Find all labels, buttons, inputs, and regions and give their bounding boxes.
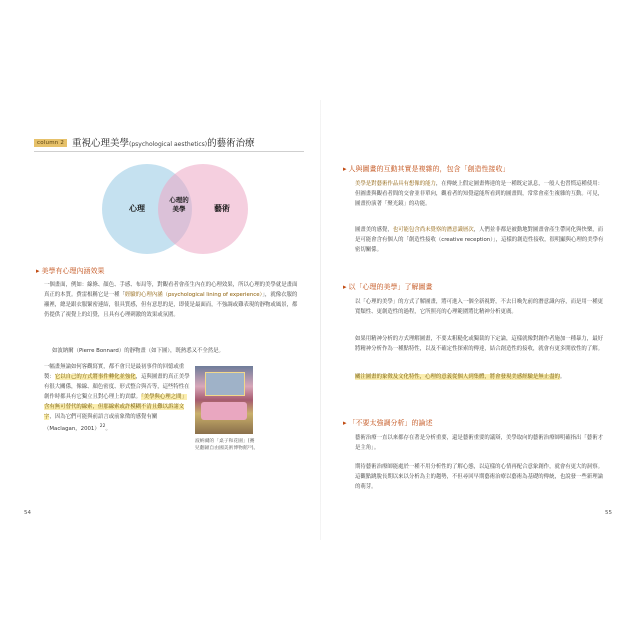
book-spread — [22, 100, 618, 540]
venn-label-right: 藝術 — [214, 204, 230, 213]
image-caption: 波納爾的「桌子和花園」(賽兒翻穎自由國美術博物館²³)。 — [195, 439, 259, 451]
left-page — [22, 100, 320, 540]
page-number-right: 55 — [605, 510, 612, 516]
section-heading — [343, 164, 510, 174]
paragraph-text: ，人們並非都是被動地對圖畫會產生帶同化與快樂，而是可能會含有個人的「創造性接收（creative reception）」，這樣的創造性接收，很明顯與心理的美學有密切關係。 — [355, 227, 604, 253]
right-page — [321, 100, 618, 540]
paragraph-text: 。 — [559, 374, 566, 380]
paragraph-text: ，這與圖畫的真正美學有很大關係，像線、顏色密度、形式整合與否等，這些特性在創作時都具有它獨立且對心理上的貢獻。 — [44, 374, 190, 400]
bullet-icon: ▸ — [343, 419, 347, 427]
highlight-text: 經驗的心理內涵（psychological lining of experience） — [124, 292, 263, 298]
bullet-icon: ▸ — [36, 267, 40, 275]
section-heading — [343, 282, 433, 292]
title-english: (psychological aesthetics) — [129, 141, 208, 148]
bonnard-painting-image — [195, 366, 253, 434]
painting-window — [205, 372, 245, 396]
section-heading — [36, 266, 105, 276]
paragraph — [355, 179, 607, 209]
highlight-text: 美學是對藝術作品具有想像的能力 — [355, 181, 436, 187]
highlight-text: 它以自己的方式將事件轉化並強化 — [54, 374, 136, 380]
column-tag: column 2 — [34, 139, 67, 147]
paragraph: 如果用精神分析的方式理解圖畫，不要太粗糙化或獨裁的下定論，這樣就像對創作者施加一種暴力，最好將精神分析作為一種點特性，以及不確定性探索的傳達，結合創造性的接收，就會有更多開放性的了解。 — [355, 336, 603, 352]
highlight-text: 也可能包含尚未覺察的潛意識層次 — [392, 227, 474, 233]
title-rule — [34, 151, 304, 152]
paragraph-text: 」，就像衣服的襯裡，總是跟衣服緊密連結，很具質感，但有意思的是，即使是最面而，不強調或雞表現的靜物或風景，都仍提供了視覺上的幻覺，且具有心理刺激的效果或氛圍。 — [44, 292, 298, 318]
painting-table — [201, 402, 247, 420]
paragraph: 如波納爾（Pierre Bonnard）的靜物畫（如下圖），既熱悉又不全然是。 — [52, 348, 224, 354]
paragraph-text: 一個畫面，例如：線條、顏色、手感、布局等，對觀看者會產生內在的心理效果，所以心理的美學就是畫面真正的本質。費雷根稱它是一種「 — [44, 282, 298, 298]
paragraph — [355, 225, 607, 255]
highlight-text: 「美學與心理之間」含有無可替代的線索，但那線索或許模糊不清且難以訴諸文字 — [44, 394, 187, 420]
paragraph: 藝術治療一直以來都存在著是分析重要，還是藝術重要的議辯，美學取向的藝術治療師明確指出「藝術才是主角」。 — [355, 435, 603, 451]
section-heading-text: 人與圖畫的互動其實是複雜的，包含「創造性接收」 — [348, 165, 510, 173]
highlight-text: 心理的意義從個人到集體，將會發現美感經驗是無止盡的 — [425, 374, 560, 380]
paragraph-text: 圖畫美的感覺， — [355, 227, 393, 233]
page-number-left: 54 — [24, 510, 31, 516]
paragraph-text: 。 — [105, 425, 111, 432]
footnote-ref: 22 — [99, 424, 106, 429]
bullet-icon: ▸ — [343, 165, 347, 173]
venn-label-middle — [165, 196, 193, 214]
paragraph-text: 一幅畫無論如何客觀寫實，都不會只是最初事件的回憶或重製： — [44, 364, 185, 380]
paragraph — [44, 280, 302, 320]
paragraph-text: ，因為它們可能與前語言或前象徵的感覺有關（Maclagan，2001） — [44, 414, 158, 432]
paragraph — [44, 362, 192, 434]
paragraph-text: ，在傳統上假定圖畫傳達的是一種既定訊息，一般人也習慣這種使用：但圖畫與觀看者間的交會並非單向，觀看者的知覺還能所看到的圖畫間，常常會產生複雜的互動。可見，圖畫扮演著「聚光鏡」的功能。 — [355, 181, 603, 207]
paragraph — [355, 372, 607, 382]
venn-label-left: 心理 — [129, 204, 145, 213]
section-heading-text: 美學有心理內涵效果 — [41, 267, 105, 275]
title-tail: 的藝術治療 — [207, 138, 255, 149]
venn-middle-line1: 心理的 — [169, 196, 189, 204]
section-heading — [343, 418, 433, 428]
section-heading-text: 「不要太強調分析」的論述 — [348, 419, 433, 427]
highlight-text: 關注圖畫的象徵及文化特性， — [355, 374, 426, 380]
paragraph: 以「心理的美學」的方式了解圖畫，將可進入一個全新視野，不去日喚先前的潛意識內容，而是用一種更寬類性、更創造性的過程，它所照亮的心理範圍將比精神分析更廣。 — [355, 299, 603, 315]
bullet-icon: ▸ — [343, 283, 347, 291]
paragraph: 期待藝術治療師能處於一種不用分析性的了解心態，以這樣的心情再配合意象創作，就會有更大的洞察。這觀點跳脫長期以來以分析為主的趨勢，不但尋回早期藝術治療以藝術為基礎的傳統，也說發一些新理論的萌芽。 — [355, 464, 603, 490]
title-main: 重視心理美學 — [72, 138, 130, 149]
column-title — [72, 135, 255, 149]
venn-diagram — [82, 164, 262, 254]
venn-middle-line2: 美學 — [172, 205, 186, 213]
section-heading-text: 以「心理的美學」了解圖畫 — [348, 283, 433, 291]
